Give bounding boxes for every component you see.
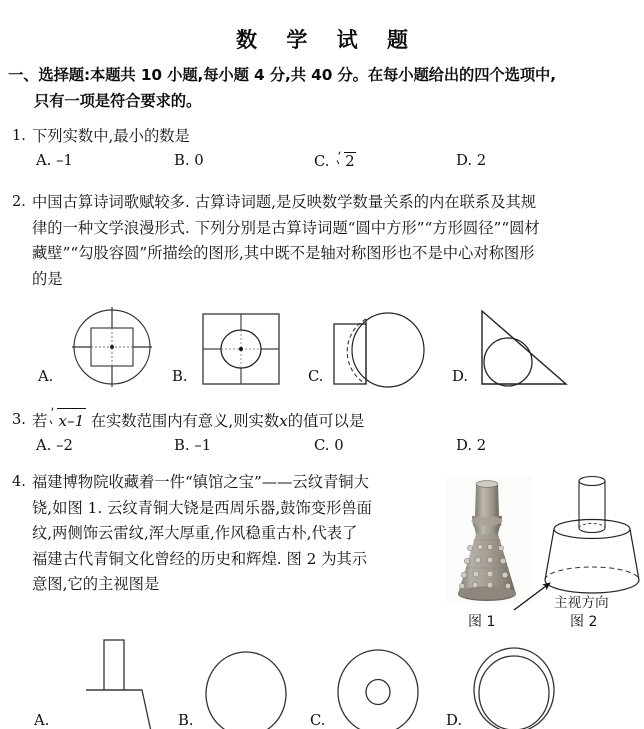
question-1-option-a[interactable] [36, 152, 73, 169]
question-3-option-a-value: –2 [56, 437, 73, 454]
question-3-option-d[interactable] [456, 437, 486, 454]
question-2-stem [32, 190, 540, 292]
question-1-option-d[interactable] [456, 152, 486, 169]
question-3-stem [32, 408, 364, 435]
figure-square-with-inscribed-circle[interactable] [194, 310, 288, 388]
question-1-option-d-letter: D. [456, 152, 473, 169]
question-1-option-c-letter: C. [314, 153, 330, 170]
question-2-stem-line-1: 中国古算诗词歌赋较多. 古算诗词题,是反映数学数量关系的内在联系及其规 [32, 193, 537, 211]
figure-double-concentric-ellipse[interactable] [464, 636, 564, 729]
figure-ellipse-with-small-center-circle[interactable] [328, 636, 428, 729]
question-3-stem-prefix: 若 [32, 412, 48, 430]
question-1-option-b-letter: B. [174, 152, 190, 169]
question-3-option-d-letter: D. [456, 437, 473, 454]
question-4-option-b-letter: B. [178, 712, 194, 729]
section-heading [8, 62, 638, 114]
question-3-options [0, 437, 644, 461]
page-title: 数 学 试 题 [236, 28, 419, 52]
question-1-option-d-value: 2 [476, 152, 487, 169]
question-3-option-c-value: 0 [334, 437, 344, 454]
question-1-option-a-value: –1 [56, 152, 73, 169]
question-3-stem-tail: 的值可以是 [287, 412, 365, 430]
question-2-stem-line-2: 律的一种文学浪漫形式. 下列分别是古算诗词题“圆中方形”“方形圆径”“圆材 [32, 218, 540, 237]
question-2-stem-line-3: 藏壁”“勾股容圆”所描绘的图形,其中既不是轴对称图形也不是中心对称图形 [32, 244, 535, 262]
figure-circle-with-inscribed-square[interactable] [60, 306, 164, 388]
question-4-stem-line-4: 福建古代青铜文化曾经的历史和辉煌. 图 2 为其示 [32, 549, 368, 568]
question-4-stem-line-1: 福建博物院收藏着一件“镇馆之宝”——云纹青铜大 [32, 473, 369, 491]
question-2-stem-line-4: 的是 [32, 269, 63, 288]
figure-circle-in-wall-rectangle[interactable] [330, 306, 438, 390]
question-4-stem-line-5: 意图,它的主视图是 [32, 575, 160, 593]
question-2-option-a-letter: A. [38, 368, 54, 385]
question-4-option-d-letter: D. [446, 712, 463, 729]
question-3-option-c[interactable] [314, 437, 344, 454]
question-1-stem [32, 124, 190, 150]
question-3-option-d-value: 2 [476, 437, 487, 454]
question-2-number: 2. [12, 194, 26, 210]
question-3-option-b[interactable] [174, 437, 211, 454]
question-1-option-b-value: 0 [194, 152, 204, 169]
question-1-number: 1. [12, 128, 26, 144]
question-3-variable: x [279, 412, 288, 430]
question-3-option-c-letter: C. [314, 437, 330, 454]
section-heading-line2: 只有一项是符合要求的。 [34, 92, 202, 110]
question-2-option-b-letter: B. [172, 368, 188, 385]
question-4-stem [32, 470, 372, 598]
question-4-option-c-letter: C. [310, 712, 326, 729]
question-4-option-a-letter: A. [34, 712, 50, 729]
question-3-radicand: x–1 [57, 408, 86, 435]
question-1-option-b[interactable] [174, 152, 204, 169]
figure-1-caption: 图 1 [468, 614, 496, 630]
question-1-stem-line: 下列实数中,最小的数是 [32, 127, 190, 145]
figure-2-caption: 图 2 [570, 614, 598, 630]
figure-right-triangle-with-incircle[interactable] [474, 306, 578, 390]
question-3-option-a[interactable] [36, 437, 73, 454]
question-2-figure-options [0, 300, 644, 392]
question-3-stem-suffix: 在实数范围内有意义,则实数 [90, 412, 280, 430]
sqrt-icon: 2 [335, 152, 356, 170]
view-direction-label: 主视方向 [554, 595, 609, 611]
question-4-stem-line-3: 纹,两侧饰云雷纹,浑大厚重,作风稳重古朴,代表了 [32, 524, 358, 542]
figure-large-ellipse[interactable] [196, 636, 296, 729]
question-4-stem-line-2: 铙,如图 1. 云纹青铜大铙是西周乐器,鼓饰变形兽面 [32, 498, 372, 517]
question-1-option-a-letter: A. [36, 152, 52, 169]
question-3-stem-line [32, 408, 364, 435]
section-heading-line1: 一、选择题:本题共 10 小题,每小题 4 分,共 40 分。在每小题给出的四个选项中, [8, 66, 556, 84]
question-3-number: 3. [12, 412, 26, 428]
question-1-options [0, 152, 644, 176]
question-3-option-a-letter: A. [36, 437, 52, 454]
question-4-number: 4. [12, 474, 26, 490]
question-2-option-d-letter: D. [452, 368, 469, 385]
question-2-option-c-letter: C. [308, 368, 324, 385]
question-3-option-b-letter: B. [174, 437, 190, 454]
figure-frustum-with-cylinder-front-view[interactable] [56, 636, 166, 729]
question-1-option-c[interactable] [314, 152, 356, 170]
question-4-figure-options [0, 636, 644, 729]
question-3-option-b-value: –1 [194, 437, 212, 454]
sqrt-icon [48, 408, 86, 435]
